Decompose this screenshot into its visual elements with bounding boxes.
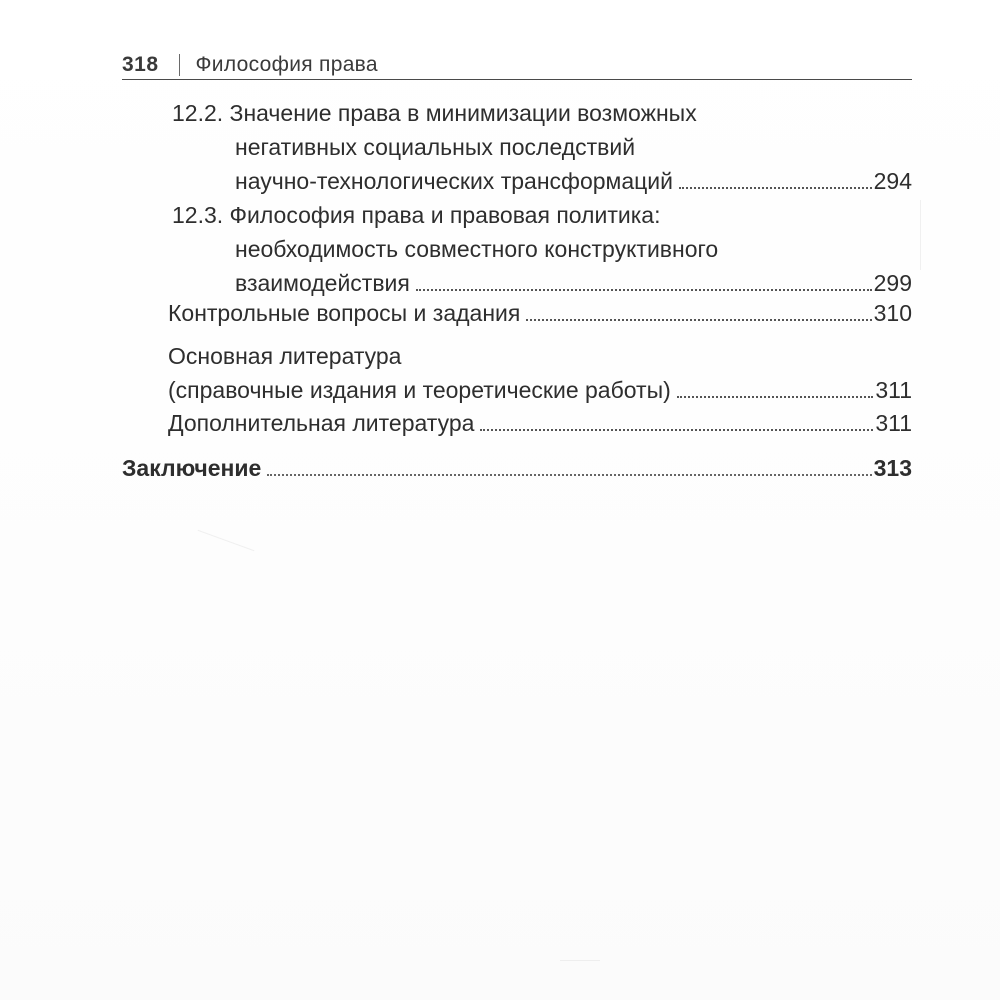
dot-leader xyxy=(526,319,871,321)
toc-entry-line-2: необходимость совместного конструктивного xyxy=(235,236,719,262)
toc-entry-text: Дополнительная литература xyxy=(168,410,475,436)
toc-entry-line-3 xyxy=(172,266,912,300)
dot-leader xyxy=(677,396,874,398)
header-separator xyxy=(179,54,180,76)
toc-entry-text: Философия права и правовая политика: xyxy=(229,202,661,228)
toc-entry-text: научно-технологических трансформаций xyxy=(235,168,673,194)
toc-entry-line-1 xyxy=(172,198,912,232)
toc-entry-number: 12.3. xyxy=(172,202,224,228)
toc-page-number: 313 xyxy=(873,455,912,481)
toc-entry-12-2[interactable] xyxy=(172,96,912,198)
toc-entry-line-2 xyxy=(168,373,912,407)
toc-entry-number: 12.2. xyxy=(172,100,224,126)
dot-leader xyxy=(480,429,873,431)
toc-entry-text: Значение права в минимизации возможных xyxy=(229,100,697,126)
toc-page-number: 299 xyxy=(873,270,912,296)
toc-entry-text: взаимодействия xyxy=(235,270,410,296)
toc-entry-line-1 xyxy=(172,96,912,130)
toc-page-number: 310 xyxy=(873,300,912,326)
toc-entry-line-3 xyxy=(172,164,912,198)
dot-leader xyxy=(267,474,871,476)
toc-entry-text: Заключение xyxy=(122,455,262,481)
toc-entry-text: (справочные издания и теоретические работы) xyxy=(168,377,671,403)
dot-leader xyxy=(416,289,872,291)
toc-entry-main-literature[interactable] xyxy=(168,339,912,407)
toc-entry-line-1 xyxy=(122,451,912,485)
toc-page-number: 294 xyxy=(873,168,912,194)
toc-entry-conclusion[interactable] xyxy=(122,451,912,485)
page-number: 318 xyxy=(122,53,159,76)
toc-entry-text: Контрольные вопросы и задания xyxy=(168,300,521,326)
toc-entry-line-1 xyxy=(168,296,912,330)
paper-speck xyxy=(920,200,921,270)
dot-leader xyxy=(679,187,872,189)
toc-page-number: 311 xyxy=(875,377,912,403)
header-rule xyxy=(122,79,912,80)
paper-speck xyxy=(560,960,600,961)
toc-entry-control-questions[interactable] xyxy=(168,296,912,330)
running-header xyxy=(122,50,912,80)
running-title: Философия права xyxy=(195,53,378,76)
toc-entry-12-3[interactable] xyxy=(172,198,912,300)
toc-entry-line-1: Основная литература xyxy=(168,343,402,369)
toc-entry-additional-literature[interactable] xyxy=(168,406,912,440)
toc-entry-line-2: негативных социальных последствий xyxy=(235,134,636,160)
paper-speck xyxy=(198,530,255,551)
toc-page-number: 311 xyxy=(875,410,912,436)
toc-entry-line-1 xyxy=(168,406,912,440)
